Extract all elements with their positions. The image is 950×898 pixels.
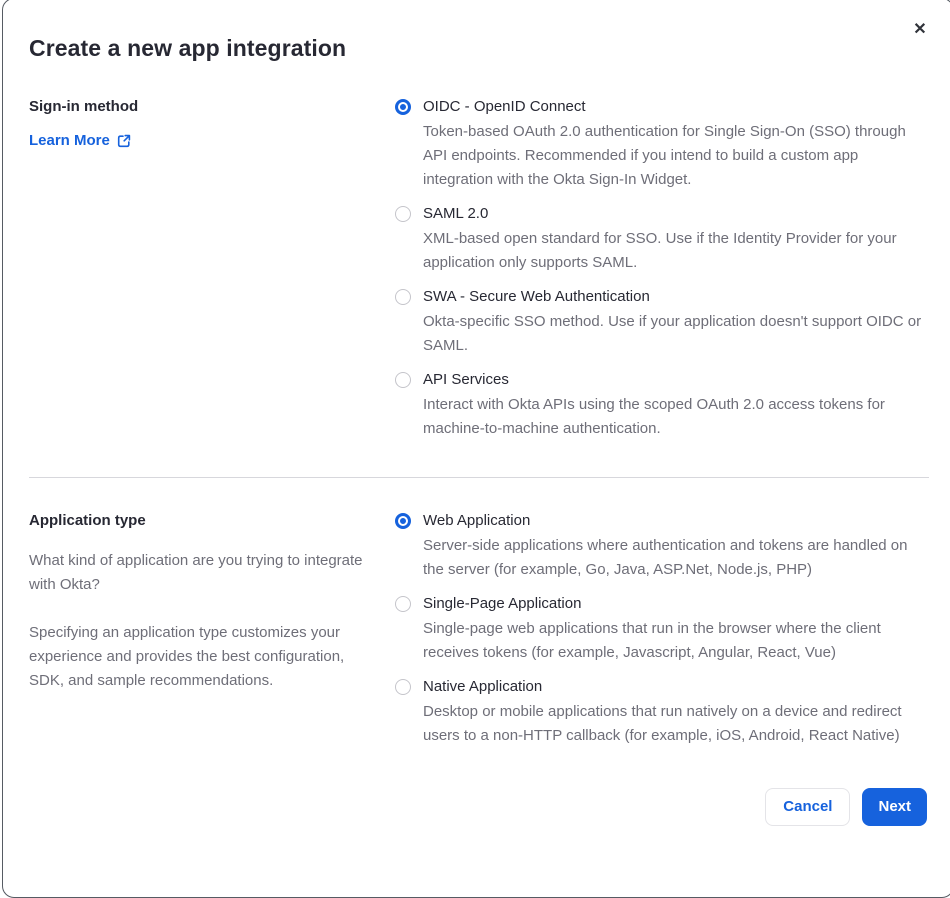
next-button[interactable]: Next xyxy=(862,788,927,826)
create-app-integration-modal xyxy=(2,0,950,898)
option-swa-label: SWA - Secure Web Authentication xyxy=(423,288,650,305)
learn-more-link[interactable] xyxy=(29,129,131,153)
option-oidc-label: OIDC - OpenID Connect xyxy=(423,98,586,115)
radio-spa[interactable] xyxy=(395,596,411,612)
option-api-services-label: API Services xyxy=(423,371,509,388)
option-native-application[interactable] xyxy=(395,675,931,748)
signin-options xyxy=(395,95,931,451)
option-native-application-label: Native Application xyxy=(423,678,543,695)
modal-title: Create a new app integration xyxy=(29,35,347,61)
option-web-application[interactable] xyxy=(395,509,931,582)
radio-swa[interactable] xyxy=(395,289,411,305)
option-oidc[interactable] xyxy=(395,95,931,192)
signin-left-column xyxy=(29,95,381,451)
apptype-section xyxy=(29,509,931,758)
option-spa-label: Single-Page Application xyxy=(423,595,582,612)
radio-oidc[interactable] xyxy=(395,99,411,115)
radio-saml[interactable] xyxy=(395,206,411,222)
external-link-icon xyxy=(117,134,131,148)
section-divider xyxy=(29,477,929,478)
option-swa-description: Okta-specific SSO method. Use if your application doesn't support OIDC or SAML. xyxy=(423,313,922,354)
option-saml-label: SAML 2.0 xyxy=(423,205,489,222)
option-saml-description: XML-based open standard for SSO. Use if the Identity Provider for your application only supports SAML. xyxy=(423,230,897,271)
application-type-heading: Application type xyxy=(29,512,146,529)
apptype-paragraph-2: Specifying an application type customizes your experience and provides the best configuration, SDK, and sample recommendations. xyxy=(29,624,345,689)
option-swa[interactable] xyxy=(395,285,931,358)
apptype-paragraph-1: What kind of application are you trying to integrate with Okta? xyxy=(29,552,363,593)
option-api-services-description: Interact with Okta APIs using the scoped OAuth 2.0 access tokens for machine-to-machine authentication. xyxy=(423,396,885,437)
cancel-button[interactable]: Cancel xyxy=(765,788,850,826)
close-icon[interactable]: ✕ xyxy=(909,19,931,41)
learn-more-label: Learn More xyxy=(29,132,110,149)
apptype-left-column xyxy=(29,509,381,758)
option-api-services[interactable] xyxy=(395,368,931,441)
option-web-application-label: Web Application xyxy=(423,512,531,529)
option-spa[interactable] xyxy=(395,592,931,665)
apptype-options xyxy=(395,509,931,758)
radio-native-application[interactable] xyxy=(395,679,411,695)
option-saml[interactable] xyxy=(395,202,931,275)
modal-body xyxy=(3,0,950,897)
signin-method-heading: Sign-in method xyxy=(29,98,139,115)
option-spa-description: Single-page web applications that run in the browser where the client receives tokens (for example, Javascript, Angular, React, Vue) xyxy=(423,620,881,661)
signin-section xyxy=(29,95,931,451)
option-native-application-description: Desktop or mobile applications that run natively on a device and redirect users to a non-HTTP callback (for example, iOS, Android, React Native) xyxy=(423,703,902,744)
option-web-application-description: Server-side applications where authentication and tokens are handled on the server (for example, Go, Java, ASP.Net, Node.js, PHP) xyxy=(423,537,908,578)
radio-web-application[interactable] xyxy=(395,513,411,529)
modal-footer xyxy=(29,788,931,826)
radio-api-services[interactable] xyxy=(395,372,411,388)
option-oidc-description: Token-based OAuth 2.0 authentication for Single Sign-On (SSO) through API endpoints. Recommended if you intend to build a custom app integration with the Okta Sign-In Widget. xyxy=(423,123,906,188)
